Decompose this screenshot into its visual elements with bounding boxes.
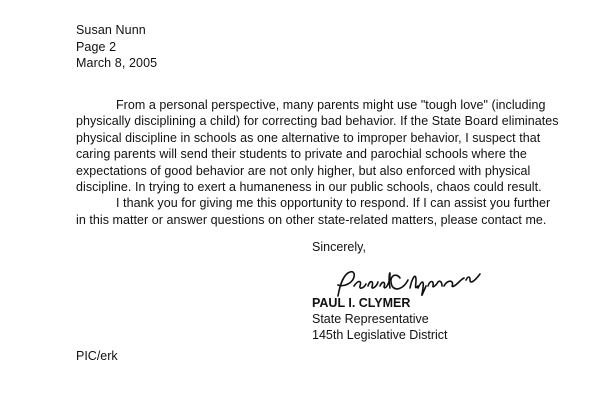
page-number: Page 2	[76, 40, 117, 54]
recipient-name: Susan Nunn	[76, 23, 146, 37]
body-line: physically disciplining a child) for correcting bad behavior. If the State Board eliminates	[76, 114, 559, 128]
closing-salutation: Sincerely,	[312, 240, 366, 254]
body-line: physical discipline in schools as one alternative to improper behavior, I suspect that	[76, 131, 541, 145]
body-line: caring parents will send their students to private and parochial schools where the	[76, 147, 527, 161]
typist-initials: PIC/erk	[76, 349, 118, 363]
signer-title: State Representative	[312, 312, 429, 326]
body-line: in this matter or answer questions on other state-related matters, please contact me.	[76, 213, 547, 227]
letter-date: March 8, 2005	[76, 56, 158, 70]
body-line: From a personal perspective, many parents might use "tough love" (including	[116, 98, 546, 112]
body-line: expectations of good behavior are not only higher, but also enforced with physical	[76, 164, 531, 178]
signer-name: PAUL I. CLYMER	[312, 296, 411, 310]
body-line: I thank you for giving me this opportunity to respond. If I can assist you further	[116, 196, 551, 210]
body-line: discipline. In trying to exert a humaneness in our public schools, chaos could result.	[76, 180, 542, 194]
signer-district: 145th Legislative District	[312, 328, 448, 342]
